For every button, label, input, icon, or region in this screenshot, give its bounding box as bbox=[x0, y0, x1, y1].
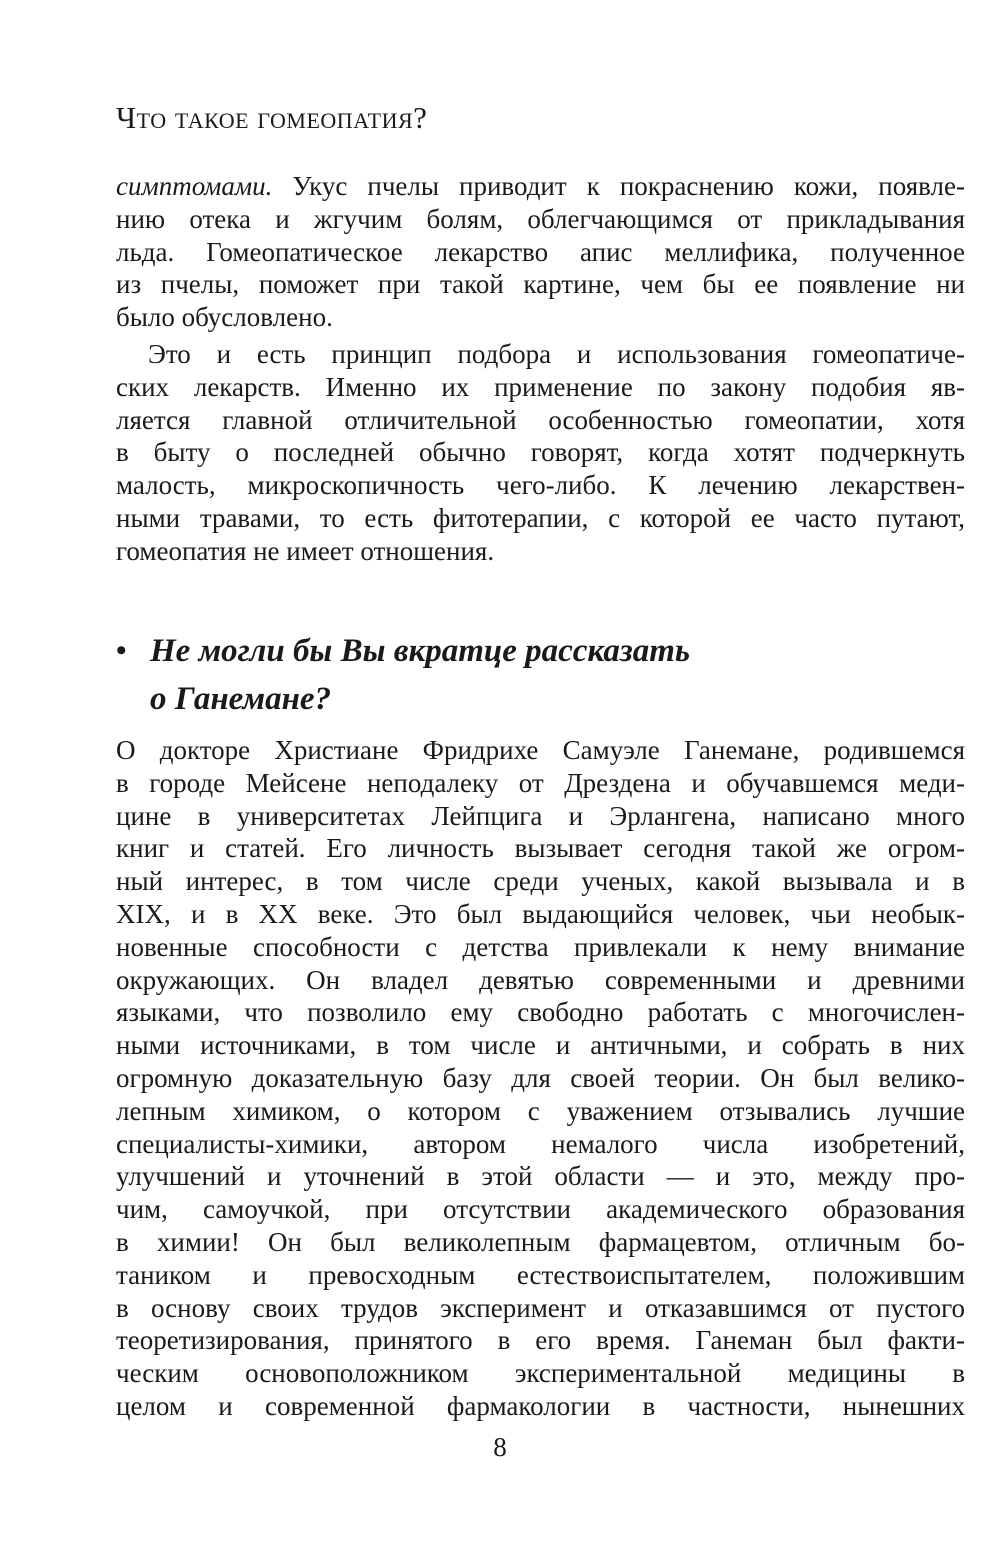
text-line bbox=[116, 1357, 965, 1390]
text-line bbox=[116, 1193, 965, 1226]
line-text: в городе Мейсене неподалеку от Дрездена и обучавшемся меди- bbox=[116, 767, 965, 798]
text-line bbox=[116, 338, 965, 371]
line-text: из пчелы, поможет при такой картине, чем бы ее появление ни bbox=[116, 269, 965, 300]
text-line bbox=[116, 404, 965, 437]
line-text: малость, микроскопичность чего-либо. К лечению лекарствен- bbox=[116, 470, 965, 501]
paragraph-3 bbox=[116, 734, 965, 1423]
text-line bbox=[116, 800, 965, 833]
line-text: ческим основоположником экспериментальной медицины в bbox=[116, 1358, 965, 1389]
text-line bbox=[116, 1029, 965, 1062]
line-text: было обусловлено. bbox=[116, 302, 333, 333]
line-text: специалисты-химики, автором немалого числа изобретений, bbox=[116, 1128, 965, 1159]
line-text: ными источниками, в том числе и античными, и собрать в них bbox=[116, 1030, 965, 1061]
heading-line-1 bbox=[116, 627, 690, 675]
line-text: гомеопатия не имеет отношения. bbox=[116, 535, 495, 566]
text-line bbox=[116, 996, 965, 1029]
line-text: ских лекарств. Именно их применение по закону подобия яв- bbox=[116, 371, 965, 402]
line-text: книг и статей. Его личность вызывает сегодня такой же огром- bbox=[116, 833, 965, 864]
paragraph-2 bbox=[116, 338, 965, 568]
text-line bbox=[116, 898, 965, 931]
text-line bbox=[116, 301, 965, 334]
text-line bbox=[116, 1292, 965, 1325]
line-text: Укус пчелы приводит к покраснению кожи, появле- bbox=[272, 171, 965, 201]
heading-text-1: Не могли бы Вы вкратце рассказать bbox=[150, 633, 690, 669]
line-text: окружающих. Он владел девятью современными и древними bbox=[116, 964, 965, 995]
text-line bbox=[116, 236, 965, 269]
running-head: Что такое гомеопатия? bbox=[116, 100, 428, 135]
text-line bbox=[116, 1324, 965, 1357]
page-number: 8 bbox=[493, 1432, 507, 1462]
text-line bbox=[116, 1095, 965, 1128]
bullet-icon: • bbox=[116, 634, 127, 667]
line-text: в химии! Он был великолепным фармацевтом, отличным бо- bbox=[116, 1226, 965, 1257]
line-text: языками, что позволило ему свободно работать с многочислен- bbox=[116, 997, 965, 1028]
text-line bbox=[116, 502, 965, 535]
text-line bbox=[116, 436, 965, 469]
line-text: таником и превосходным естествоиспытателем, положившим bbox=[116, 1259, 965, 1290]
line-text: ными травами, то есть фитотерапии, с которой ее часто путают, bbox=[116, 502, 965, 533]
line-text: в быту о последней обычно говорят, когда хотят подчеркнуть bbox=[116, 437, 965, 468]
text-line bbox=[116, 964, 965, 997]
line-text: улучшений и уточнений в этой области — и это, между про- bbox=[116, 1161, 965, 1192]
line-text: в основу своих трудов эксперимент и отказавшимся от пустого bbox=[116, 1292, 965, 1323]
line-text: чим, самоучкой, при отсутствии академического образования bbox=[116, 1194, 965, 1225]
text-line bbox=[116, 535, 965, 568]
line-text: льда. Гомеопатическое лекарство апис меллифика, полученное bbox=[116, 236, 965, 267]
text-line bbox=[116, 1062, 965, 1095]
text-line bbox=[116, 170, 965, 203]
text-line bbox=[116, 767, 965, 800]
text-line bbox=[116, 1128, 965, 1161]
line-text: XIX, и в XX веке. Это был выдающийся человек, чьи необык- bbox=[116, 898, 965, 929]
italic-word: симптомами. bbox=[116, 171, 273, 201]
text-line bbox=[116, 1160, 965, 1193]
text-line bbox=[116, 203, 965, 236]
line-text: ный интерес, в том числе среди ученых, какой вызывала и в bbox=[116, 866, 965, 897]
line-text: лепным химиком, о котором с уважением отзывались лучшие bbox=[116, 1095, 965, 1126]
text-line bbox=[116, 931, 965, 964]
text-line bbox=[116, 1390, 965, 1423]
line-text: ляется главной отличительной особенностью гомеопатии, хотя bbox=[116, 404, 965, 435]
line-text: целом и современной фармакологии в частности, нынешних bbox=[116, 1390, 965, 1421]
text-line bbox=[116, 268, 965, 301]
text-line bbox=[116, 865, 965, 898]
text-line bbox=[116, 832, 965, 865]
text-line bbox=[116, 1226, 965, 1259]
heading-line-2: о Ганемане? bbox=[150, 681, 332, 717]
text-line bbox=[116, 469, 965, 502]
text-line bbox=[116, 1259, 965, 1292]
line-text: новенные способности с детства привлекали к нему внимание bbox=[116, 931, 965, 962]
line-text: О докторе Христиане Фридрихе Самуэле Ганемане, родившемся bbox=[116, 735, 965, 765]
line-text: теоретизирования, принятого в его время. Ганеман был факти- bbox=[116, 1325, 965, 1356]
paragraph-1 bbox=[116, 170, 965, 334]
line-text: огромную доказательную базу для своей теории. Он был велико- bbox=[116, 1062, 965, 1093]
text-line bbox=[116, 371, 965, 404]
line-text: Это и есть принцип подбора и использования гомеопатиче- bbox=[148, 339, 965, 369]
text-line bbox=[116, 734, 965, 767]
section-heading bbox=[116, 627, 690, 723]
line-text: нию отека и жгучим болям, облегчающимся от прикладывания bbox=[116, 203, 965, 234]
line-text: цине в университетах Лейпцига и Эрлангена, написано много bbox=[116, 800, 965, 831]
